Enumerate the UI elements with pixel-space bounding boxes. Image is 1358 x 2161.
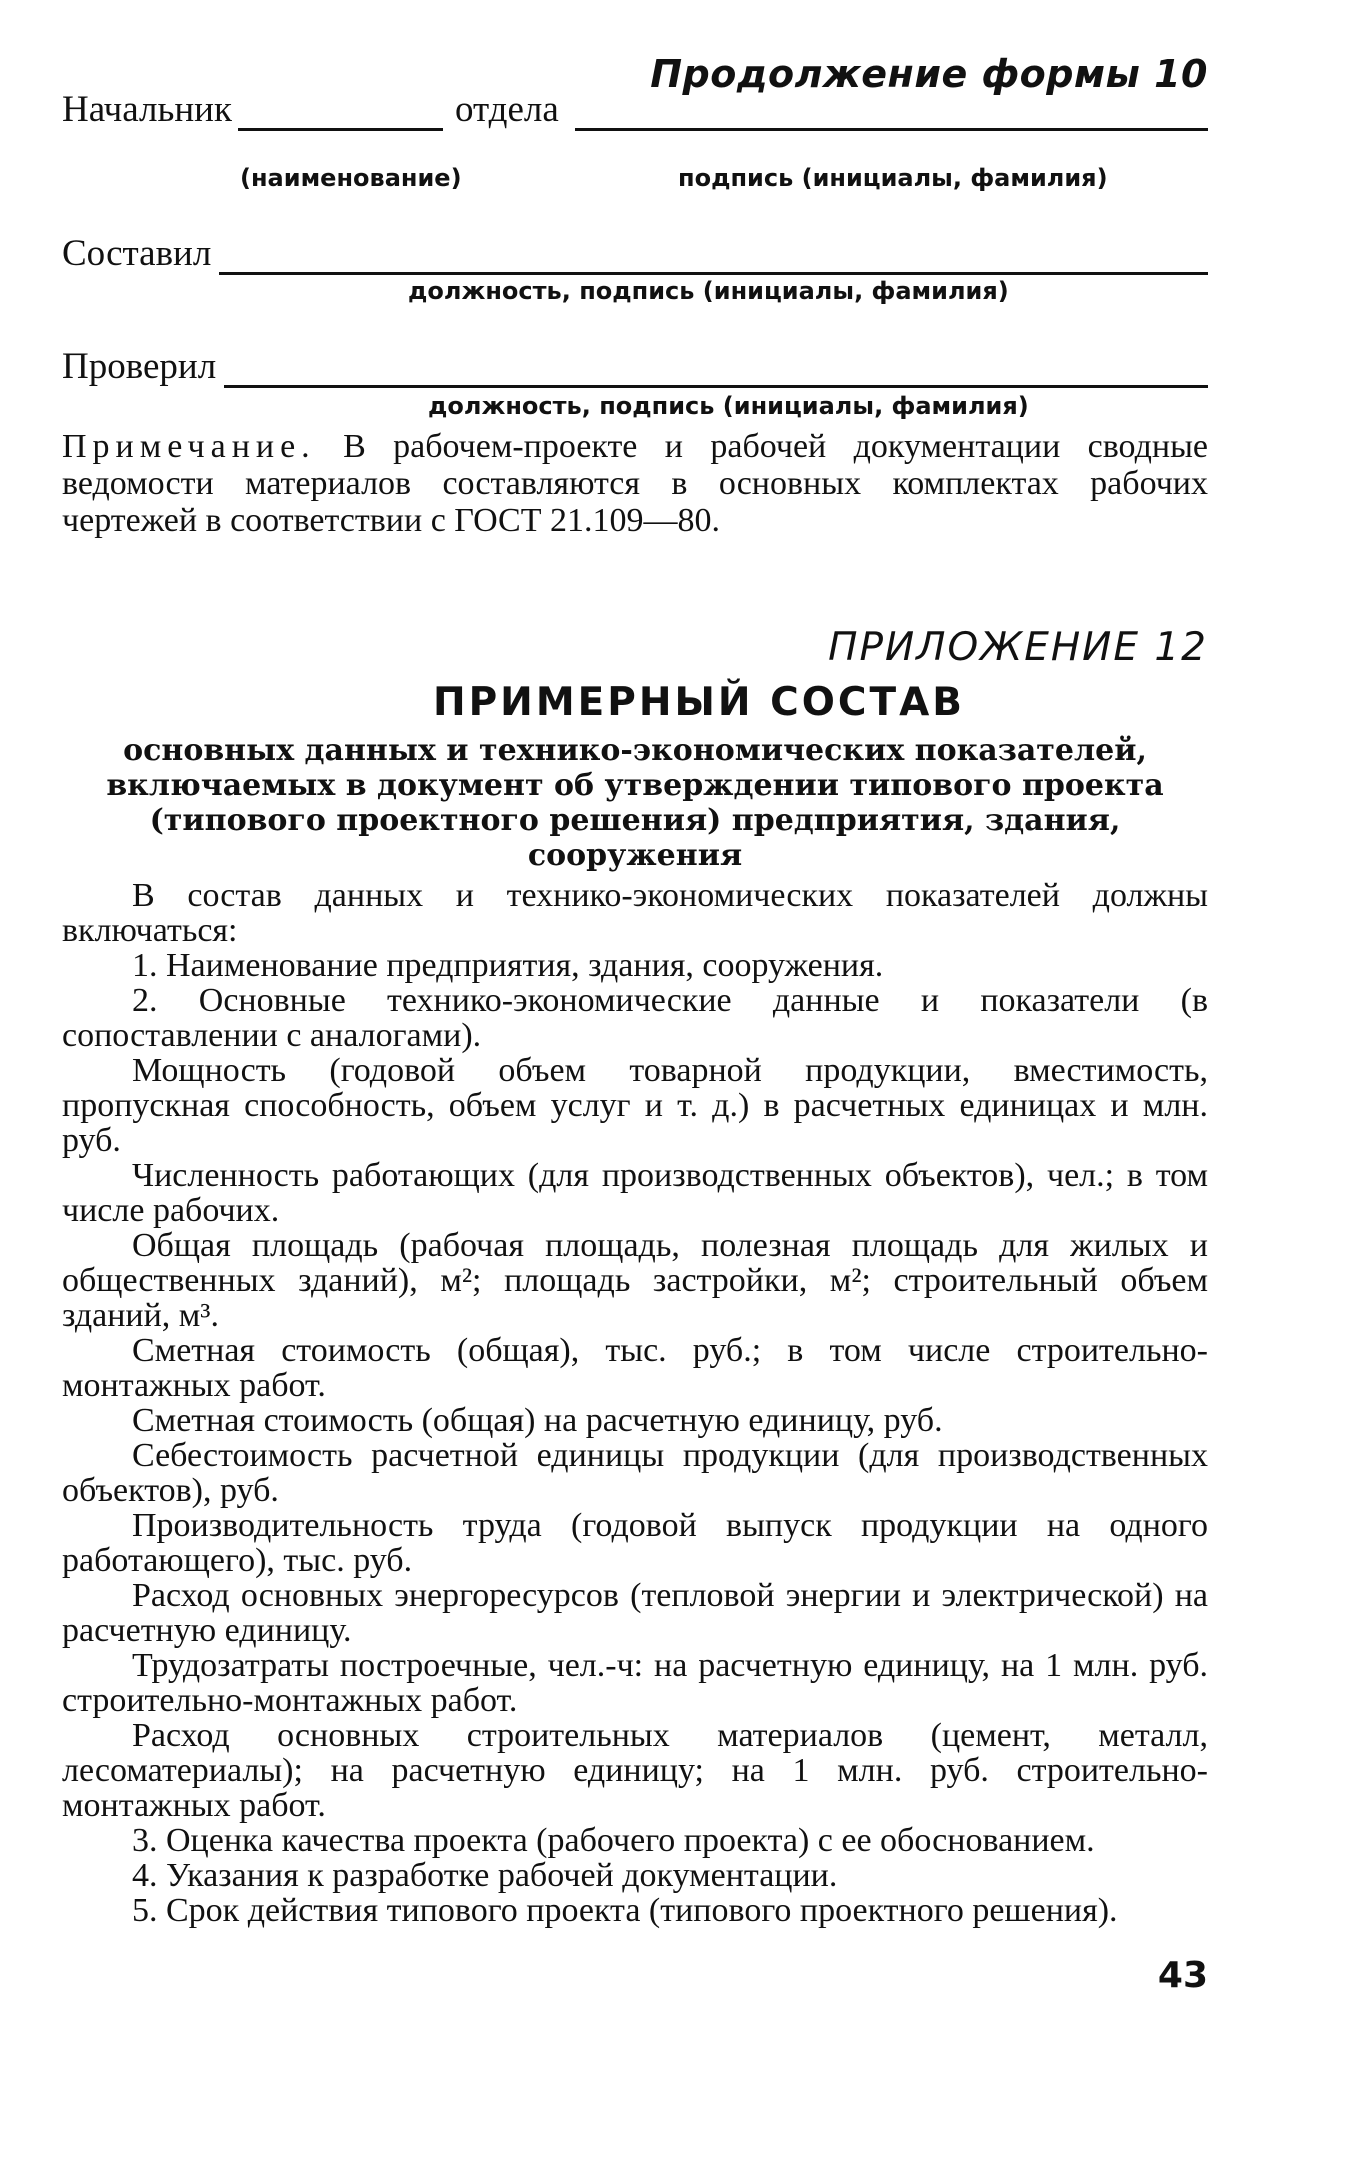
paragraph: Сметная стоимость (общая), тыс. руб.; в том числе строительно-монтажных работ. [62, 1332, 1208, 1404]
paragraph: Расход основных энергоресурсов (тепловой энергии и электрической) на расчетную единицу. [62, 1577, 1208, 1649]
paragraph: В состав данных и технико-экономических показателей должны включаться: [62, 877, 1208, 949]
appendix-subtitle: основных данных и технико-экономических показателей, включаемых в документ об утверждении типового проекта (типового проектного решения) предприятия, здания, сооружения [106, 733, 1164, 873]
paragraph: 3. Оценка качества проекта (рабочего проекта) с ее обоснованием. [132, 1822, 1095, 1859]
signature-row-chief [62, 88, 1208, 131]
signature-row-checked [62, 345, 1208, 388]
note-text: В рабочем-проекте и рабочей документации сводные ведомости материалов составляются в основных комплектах рабочих чертежей в соответствии с ГОСТ 21.109—80. [62, 428, 1209, 539]
page-number: 43 [1157, 1955, 1208, 1996]
appendix-label: ПРИЛОЖЕНИЕ 12 [828, 625, 1208, 670]
department-label: отдела [454, 89, 559, 130]
note-label: Примечание. [62, 428, 316, 465]
checked-caption: должность, подпись (инициалы, фамилия) [428, 392, 1029, 420]
paragraph: Мощность (годовой объем товарной продукции, вместимость, пропускная способность, объем услуг и т. д.) в расчетных единицах и млн. руб. [62, 1052, 1208, 1159]
compiled-signature-line [219, 266, 1208, 275]
chief-signature-caption: подпись (инициалы, фамилия) [678, 164, 1108, 192]
paragraph: Производительность труда (годовой выпуск продукции на одного работающего), тыс. руб. [62, 1507, 1208, 1579]
chief-label: Начальник [62, 89, 232, 130]
checked-signature-line [224, 379, 1208, 388]
paragraph: Расход основных строительных материалов (цемент, металл, лесоматериалы); на расчетную единицу; на 1 млн. руб. строительно-монтажных работ. [62, 1717, 1208, 1824]
paragraph: Сметная стоимость (общая) на расчетную единицу, руб. [132, 1402, 943, 1439]
paragraph: 5. Срок действия типового проекта (типового проектного решения). [132, 1892, 1118, 1929]
paragraph: 2. Основные технико-экономические данные и показатели (в сопоставлении с аналогами). [62, 982, 1208, 1054]
form-note [62, 428, 1208, 539]
paragraph: Общая площадь (рабочая площадь, полезная площадь для жилых и общественных зданий), м²; площадь застройки, м²; строительный объем зданий, м³. [62, 1227, 1208, 1334]
appendix-title: ПРИМЕРНЫЙ СОСТАВ [432, 680, 966, 725]
signature-row-compiled [62, 232, 1208, 275]
compiled-label: Составил [62, 233, 212, 274]
department-name-caption: (наименование) [240, 164, 462, 192]
paragraph: Трудозатраты построечные, чел.-ч: на расчетную единицу, на 1 млн. руб. строительно-монтажных работ. [62, 1647, 1208, 1719]
paragraph: Себестоимость расчетной единицы продукции (для производственных объектов), руб. [62, 1437, 1208, 1509]
checked-label: Проверил [62, 346, 217, 387]
compiled-caption: должность, подпись (инициалы, фамилия) [408, 277, 1009, 305]
paragraph: 1. Наименование предприятия, здания, сооружения. [132, 947, 884, 984]
appendix-body [62, 878, 1208, 1928]
form-continuation-header: Продолжение формы 10 [650, 52, 1208, 96]
chief-signature-line [575, 122, 1208, 131]
paragraph: 4. Указания к разработке рабочей документации. [132, 1857, 838, 1894]
paragraph: Численность работающих (для производственных объектов), чел.; в том числе рабочих. [62, 1157, 1208, 1229]
department-name-line [238, 122, 443, 131]
